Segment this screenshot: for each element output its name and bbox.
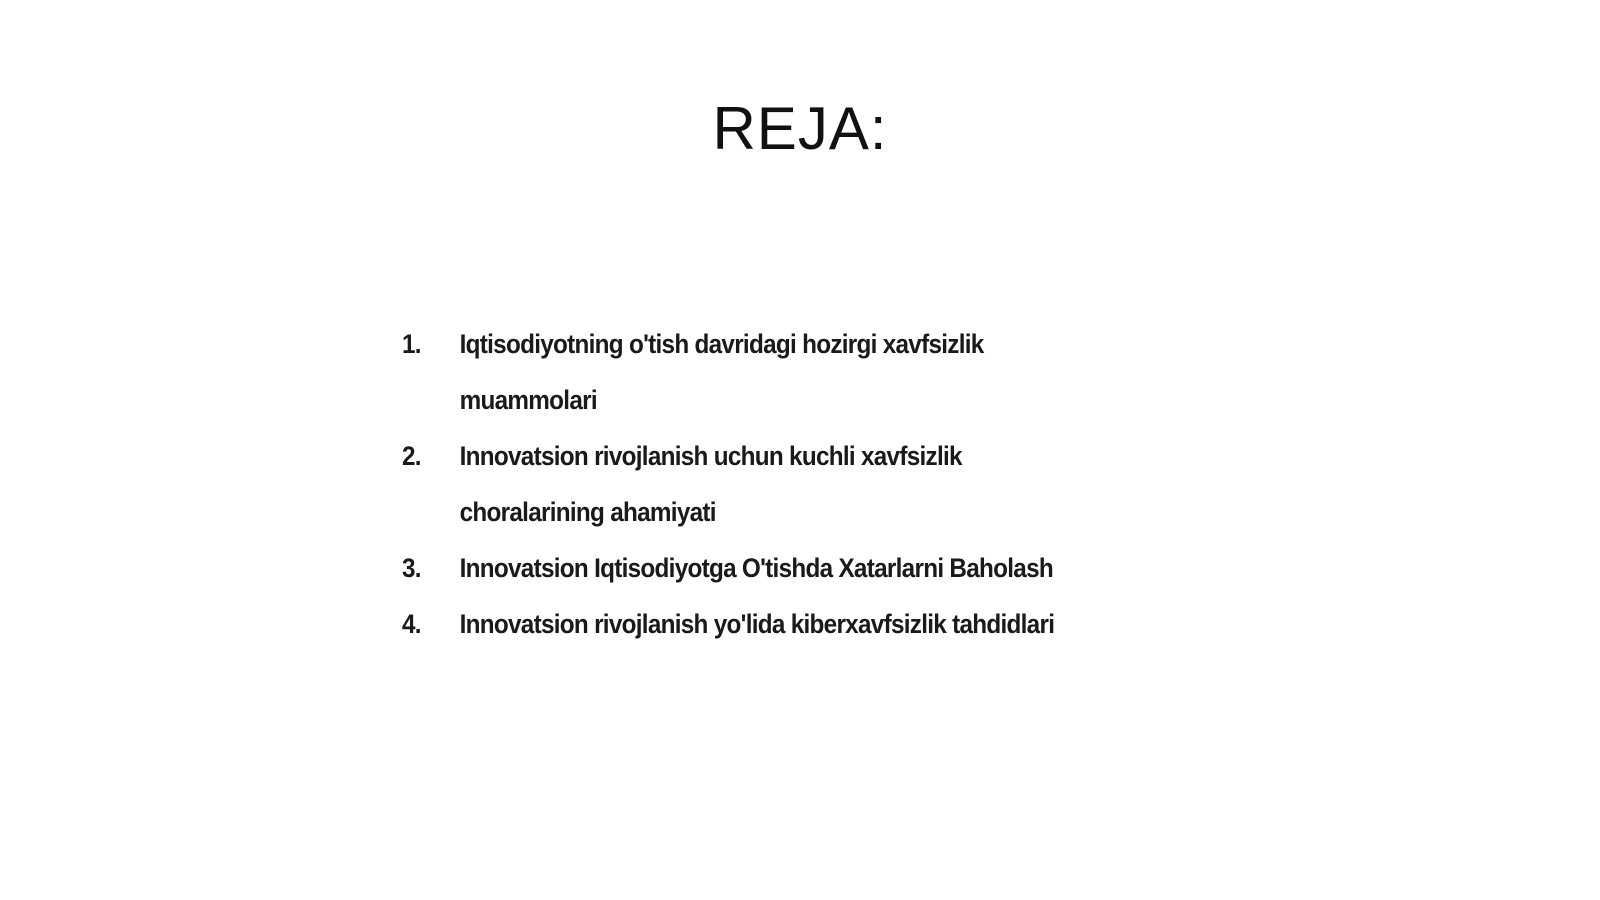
plan-item-number: 4. [402, 609, 421, 639]
plan-item-text [460, 428, 1140, 540]
plan-item-number: 2. [402, 441, 421, 471]
plan-list [402, 316, 1222, 652]
plan-item-line: choralarining ahamiyati [459, 497, 716, 527]
plan-item-line: Innovatsion rivojlanish yo'lida kiberxavfsizlik tahdidlari [459, 609, 1055, 639]
plan-item-line: Innovatsion Iqtisodiyotga O'tishda Xatarlarni Baholash [459, 553, 1053, 583]
plan-item-text [460, 596, 1140, 652]
plan-item-line: muammolari [459, 385, 597, 415]
plan-item-line: Innovatsion rivojlanish uchun kuchli xavfsizlik [459, 441, 962, 471]
plan-item-2 [402, 428, 1140, 540]
plan-item-1 [402, 316, 1140, 428]
plan-item-text [460, 316, 1140, 428]
plan-item-4 [402, 596, 1140, 652]
plan-item-number: 3. [402, 553, 421, 583]
plan-item-number: 1. [402, 329, 421, 359]
plan-item-line: Iqtisodiyotning o'tish davridagi hozirgi xavfsizlik [459, 329, 984, 359]
plan-item-3 [402, 540, 1140, 596]
slide-title: REJA: [712, 95, 888, 162]
plan-item-text [460, 540, 1140, 596]
